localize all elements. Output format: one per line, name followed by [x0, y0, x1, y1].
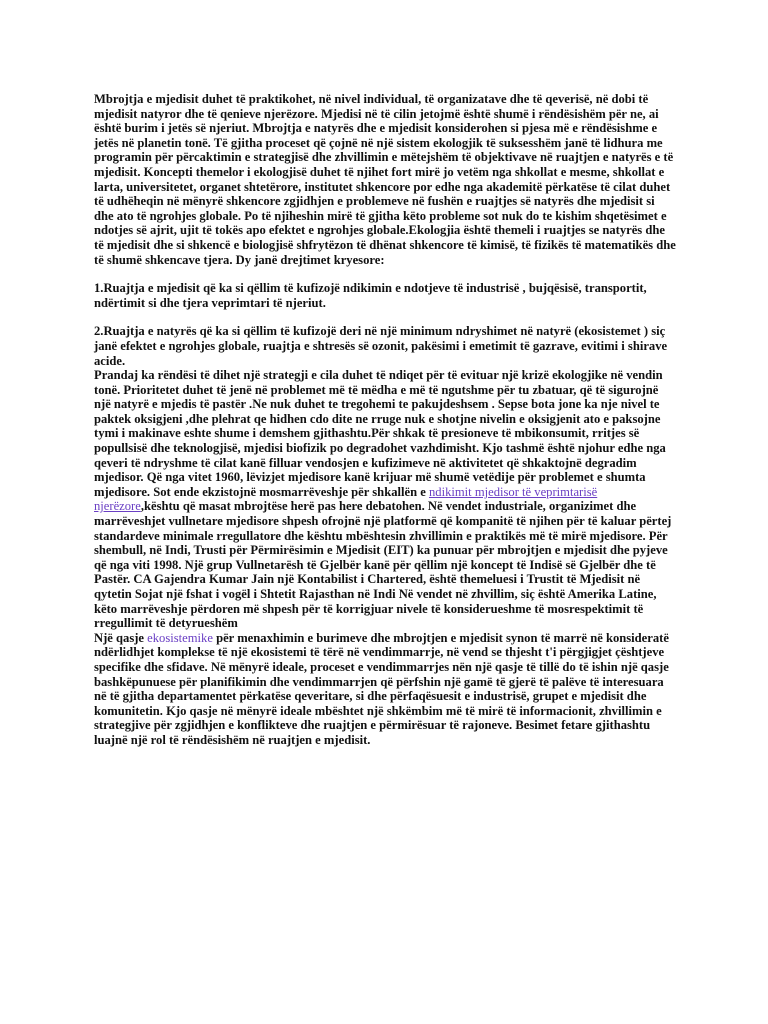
paragraph-ecosystem-approach [94, 631, 676, 748]
strategy-text-start: Prandaj ka rëndësi të dihet një strategji e cila duhet të ndiqet për të evituar një krizë ekologjike në vendin tonë. Prioritetet duhet të jenë në problemet më të mëdha e më të ngutshme për tu zbatuar, që të sigurojnë një natyrë e mjedis të pastër .Ne nuk duhet te tregohemi te pakujdeshsem . Sepse bota jone ka nje nivel te paktek oksigjeni ,dhe plehrat qe hidhen cdo dite ne rruge nuk e shotjne nivelin e oksigjenit ato e paksojne tymi i makinave eshte shume i demshem gjithashtu.Për shkak të presioneve të mbikonsumit, rritjes së popullsisë dhe teknologjisë, mjedisi biofizik po degradohet vazhdimisht. Kjo tashmë është njohur edhe nga qeveri të ndryshme të cilat kanë filluar vendosjen e kufizimeve në aktivitetet që shkaktojnë degradim mjedisor. Që nga vitet 1960, lëvizjet mjedisore kanë krijuar më shumë vetëdije për problemet e shumta mjedisore. Sot ende ekzistojnë mosmarrëveshje për shkallën e [94, 368, 666, 499]
paragraph-intro: Mbrojtja e mjedisit duhet të praktikohet, në nivel individual, të organizatave dhe të qeverisë, në dobi të mjedisit natyror dhe të qenieve njerëzore. Mjedisi në të cilin jetojmë është shumë i rëndësishëm për ne, ai është burim i jetës së njeriut. Mbrojtja e natyrës dhe e mjedisit konsiderohen si pjesa më e rëndësishme e jetës në planetin tonë. Të gjitha proceset që çojnë në një sistem ekologjik të suksesshëm janë të lidhura me programin për përcaktimin e strategjisë dhe zhvillimin e mëtejshëm të objektivave në ruajtjen e natyrës e të mjedisit. Koncepti themelor i ekologjisë duhet të njihet fort mirë jo vetëm nga shkollat e mesme, shkollat e larta, universitetet, organet shtetërore, institutet shkencore por edhe nga akademitë përkatëse të cilat duhet të udhëheqin në mënyrë shkencore zgjidhjen e problemeve në fushën e ruajtjes së natyrës dhe mjedisit si dhe ato të ngrohjes globale. Po të njiheshin mirë të gjitha këto probleme sot nuk do te kishim shqetësimet e ndotjes së ajrit, ujit të tokës apo efektet e ngrohjes globale.Ekologjia është themeli i ruajtjes se natyrës dhe të mjedisit dhe si shkencë e biologjisë shfrytëzon të dhënat shkencore të kimisë, të fizikës të matematikës dhe të shumë shkencave tjera. Dy janë drejtimet kryesore: [94, 92, 676, 267]
ecosystem-text-end: për menaxhimin e burimeve dhe mbrojtjen e mjedisit synon të marrë në konsideratë ndërlidhjet komplekse të një ekosistemi të tërë në vendimmarrje, në vend se thjesht t'i përgjigjet çështjeve specifike dhe sfidave. Në mënyrë ideale, proceset e vendimmarrjes nën një qasje të tillë do të ishin një qasje bashkëpunuese për planifikimin dhe vendimmarrjen që përfshin një gamë të gjerë të palëve të interesuara në të gjitha departamentet përkatëse qeveritare, si dhe përfaqësuesit e industrisë, grupet e mjedisit dhe komunitetin. Kjo qasje në mënyrë ideale mbështet një shkëmbim më të mirë të informacionit, zhvillimin e strategjive për zgjidhjen e konflikteve dhe ruajtjen e përmirësuar të rajoneve. Besimet fetare gjithashtu luajnë një rol të rëndësishëm në ruajtjen e mjedisit. [94, 630, 669, 747]
paragraph-environment-protection: 1.Ruajtja e mjedisit që ka si qëllim të kufizojë ndikimin e ndotjeve të industrisë , bujqësisë, transportit, ndërtimit si dhe tjera veprimtari të njeriut. [94, 281, 647, 310]
ecosystem-text-start: Një qasje [94, 630, 148, 645]
paragraph-nature-protection: 2.Ruajtja e natyrës që ka si qëllim të kufizojë deri në një minimum ndryshimet në natyrë (ekosistemet ) siç janë efektet e ngrohjes globale, ruajtja e shtresës së ozonit, pakësimi i emetimit të gazrave, evitimi i shirave acide. [94, 324, 668, 368]
human-impact-link[interactable]: ndikimit mjedisor të veprimtarisë njerëzore [94, 484, 598, 514]
document-body [94, 92, 676, 748]
paragraph-gap [94, 310, 676, 324]
ecosystem-link[interactable]: ekosistemike [147, 630, 213, 645]
paragraph-strategy [94, 368, 676, 631]
paragraph-gap [94, 267, 676, 281]
strategy-text-end: ,kështu që masat mbrojtëse herë pas here debatohen. Në vendet industriale, organizimet dhe marrëveshjet vullnetare mjedisore shpesh ofrojnë një platformë që kompanitë të njihen për të kaluar përtej standardeve minimale rregullatore dhe kështu mbështesin zhvillimin e praktikës më të mirë mjedisore. Për shembull, në Indi, Trusti për Përmirësimin e Mjedisit (EIT) ka punuar për mbrojtjen e mjedisit dhe pyjeve që nga viti 1998. Një grup Vullnetarësh të Gjelbër kanë për qëllim një koncept të Indisë së Gjelbër dhe të Pastër. CA Gajendra Kumar Jain një Kontabilist i Chartered, është themeluesi i Trustit të Mjedisit në qytetin Sojat një fshat i vogël i Shtetit Rajasthan në Indi Në vendet në zhvillim, siç është Amerika Latine, këto marrëveshje përdoren më shpesh për të korrigjuar nivele të konsiderueshme të mosrespektimit të rregullimit të detyrueshëm [94, 499, 672, 631]
